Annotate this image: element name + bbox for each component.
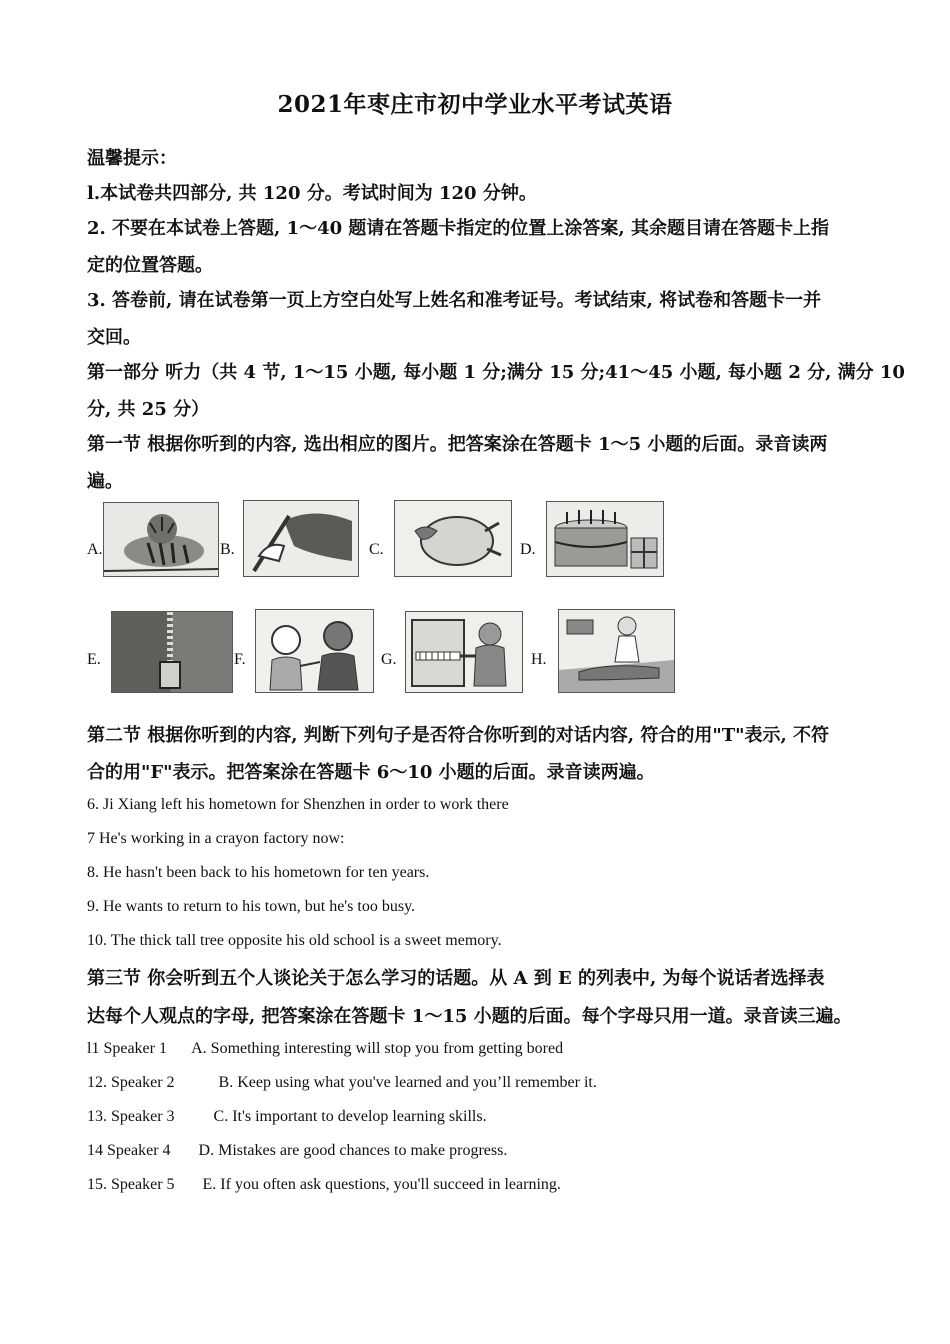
zipper-icon [112,612,232,692]
picture-label-g: G. [381,651,397,668]
speaker-row [87,1040,563,1058]
picture-label-b: B. [220,541,235,558]
picture-label-d: D. [520,541,536,558]
speaker-option: D. Mistakes are good chances to make progress. [198,1142,508,1159]
part1-line: 分, 共 25 分） [87,399,210,420]
section2-line: 第二节 根据你听到的内容, 判断下列句子是否符合你听到的对话内容, 符合的用"T"表示, 不符 [87,725,830,746]
question-item: 10. The thick tall tree opposite his old school is a sweet memory. [87,932,502,949]
speaker-row [87,1176,561,1194]
speaker-option: A. Something interesting will stop you from getting bored [191,1040,564,1057]
part1-line: 第一部分 听力（共 4 节, 1～15 小题, 每小题 1 分;满分 15 分;41～45 小题, 每小题 2 分, 满分 10 [87,362,905,383]
birthday-cake-icon [547,502,663,576]
tip-line: 交回。 [87,327,141,348]
picture-a [103,502,219,577]
speaker-label: l1 Speaker 1 [87,1040,167,1057]
roast-chicken-icon [395,501,511,576]
speaker-option: C. It's important to develop learning skills. [213,1108,487,1125]
page-title: 2021年枣庄市初中学业水平考试英语 [277,91,673,118]
question-item: 9. He wants to return to his town, but he's too busy. [87,898,416,915]
picture-label-e: E. [87,651,101,668]
lying-person-icon [559,610,674,692]
picture-c [394,500,512,577]
tips-heading: 温馨提示： [87,148,177,169]
two-people-icon [256,610,373,692]
speaker-label: 12. Speaker 2 [87,1074,175,1091]
picture-h [558,609,675,693]
section3-line: 达每个人观点的字母, 把答案涂在答题卡 1～15 小题的后面。每个字母只用一道。录音读三遍。 [87,1006,852,1027]
picture-e [111,611,233,693]
picture-f [255,609,374,693]
speaker-option: B. Keep using what you've learned and you’ll remember it. [218,1074,597,1091]
picture-label-a: A. [87,541,103,558]
picture-b [243,500,359,577]
question-item: 7 He's working in a crayon factory now: [87,830,345,847]
speaker-option: E. If you often ask questions, you'll succeed in learning. [202,1176,561,1193]
section2-line: 合的用"F"表示。把答案涂在答题卡 6～10 小题的后面。录音读两遍。 [87,762,655,783]
section1-line: 遍。 [87,471,123,492]
speaker-label: 13. Speaker 3 [87,1108,175,1125]
picture-d [546,501,664,577]
section1-line: 第一节 根据你听到的内容, 选出相应的图片。把答案涂在答题卡 1～5 小题的后面。录音读两 [87,434,828,455]
picture-label-c: C. [369,541,384,558]
tip-line: 3. 答卷前, 请在试卷第一页上方空白处写上姓名和准考证号。考试结束, 将试卷和答题卡一并 [87,290,822,311]
tip-line: 定的位置答题。 [87,255,213,276]
picture-label-h: H. [531,651,547,668]
tip-line: 2. 不要在本试卷上答题, 1～40 题请在答题卡指定的位置上涂答案, 其余题目请在答题卡上指 [87,218,829,239]
question-item: 8. He hasn't been back to his hometown for ten years. [87,864,430,881]
speaker-row [87,1108,487,1126]
picture-label-f: F. [234,651,246,668]
question-item: 6. Ji Xiang left his hometown for Shenzhen in order to work there [87,796,509,813]
tip-line: l.本试卷共四部分, 共 120 分。考试时间为 120 分钟。 [87,183,537,204]
piano-player-icon [406,612,522,692]
tiger-icon [104,503,218,576]
speaker-row [87,1074,597,1092]
hand-knife-icon [244,501,358,576]
speaker-row [87,1142,507,1160]
speaker-label: 14 Speaker 4 [87,1142,171,1159]
speaker-label: 15. Speaker 5 [87,1176,175,1193]
section3-line: 第三节 你会听到五个人谈论关于怎么学习的话题。从 A 到 E 的列表中, 为每个说话者选择表 [87,968,825,989]
picture-g [405,611,523,693]
